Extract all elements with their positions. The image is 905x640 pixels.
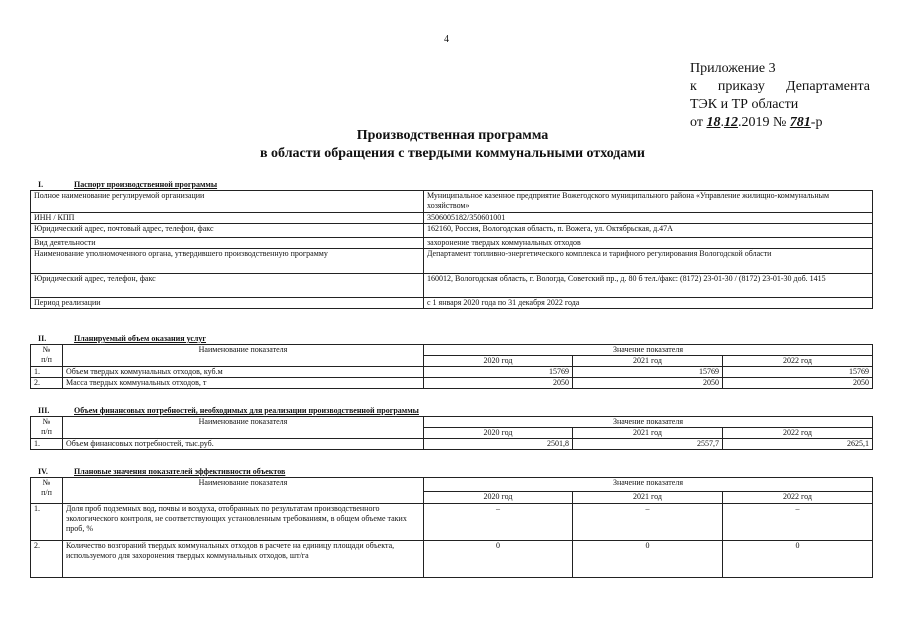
date-prefix: от <box>690 115 703 130</box>
section-3-title: Объем финансовых потребностей, необходимых для реализации производственной программы <box>74 406 419 415</box>
section-3-number: III. <box>38 406 50 415</box>
value-2022: 2050 <box>723 378 873 389</box>
section-2-heading <box>32 334 206 343</box>
section-3-heading <box>32 406 419 415</box>
header-year-2020: 2020 год <box>424 428 573 439</box>
order-number: 781 <box>789 115 811 130</box>
date-year: .2019 № <box>737 115 787 130</box>
value-2020: – <box>424 504 573 541</box>
passport-value: захоронение твердых коммунальных отходов <box>424 238 873 249</box>
row-name: Количество возгораний твердых коммунальных отходов в расчете на единицу площади объекта, используемого для захоронения твердых коммунальных отходов, шт/га <box>63 541 424 578</box>
table-header-row <box>31 478 873 492</box>
row-number: 1. <box>31 439 63 450</box>
table-row <box>31 298 873 309</box>
passport-value: Департамент топливно-энергетического комплекса и тарифного регулирования Вологодской области <box>424 249 873 274</box>
header-year-2020: 2020 год <box>424 492 573 504</box>
value-2022: – <box>723 504 873 541</box>
value-2020: 0 <box>424 541 573 578</box>
passport-label: ИНН / КПП <box>31 213 424 224</box>
passport-value: 162160, Россия, Вологодская область, п. Вожега, ул. Октябрьская, д.47А <box>424 224 873 238</box>
header-number <box>31 417 63 439</box>
page-number: 4 <box>444 34 449 45</box>
header-number <box>31 478 63 504</box>
header-value: Значение показателя <box>424 478 873 492</box>
document-title: Производственная программа <box>356 128 549 143</box>
section-2-title: Планируемый объем оказания услуг <box>74 334 207 343</box>
header-number <box>31 345 63 367</box>
passport-label: Вид деятельности <box>31 238 424 249</box>
table-header-row <box>31 417 873 428</box>
table-row <box>31 274 873 298</box>
row-name: Доля проб подземных вод, почвы и воздуха, отобранных по результатам производственного экологического контроля, не соответствующих установленным требованиям, в общем объеме таких проб, % <box>63 504 424 541</box>
header-no: № <box>42 478 51 487</box>
row-name: Объем финансовых потребностей, тыс.руб. <box>63 439 424 450</box>
finance-table <box>30 416 873 450</box>
passport-value: 160012, Вологодская область, г. Вологда, Советский пр., д. 80 б тел./факс: (8172) 23-01-30 / (8172) 23-01-30 доб. 1415 <box>424 274 873 298</box>
passport-value: с 1 января 2020 года по 31 декабря 2022 года <box>424 298 873 309</box>
appendix-line-3: ТЭК и ТР области <box>690 97 799 112</box>
table-row <box>31 213 873 224</box>
appendix-block <box>690 60 870 132</box>
value-2022: 0 <box>723 541 873 578</box>
value-2021: 0 <box>573 541 723 578</box>
value-2022: 2625,1 <box>723 439 873 450</box>
section-1-title: Паспорт производственной программы <box>74 180 218 189</box>
row-name: Масса твердых коммунальных отходов, т <box>63 378 424 389</box>
header-year-2022: 2022 год <box>723 492 873 504</box>
table-row <box>31 541 873 578</box>
appendix-word-order: приказу <box>717 79 765 94</box>
order-suffix: -р <box>810 115 823 130</box>
passport-label: Полное наименование регулируемой организации <box>31 191 424 213</box>
table-row <box>31 504 873 541</box>
header-year-2022: 2022 год <box>723 356 873 367</box>
passport-value: Муниципальное казенное предприятие Вожегодского муниципального района «Управление жилищно-коммунальным хозяйством» <box>424 191 873 213</box>
date-month: 12 <box>723 115 738 130</box>
header-no: № <box>42 417 51 426</box>
passport-value: 3506005182/350601001 <box>424 213 873 224</box>
section-4-title: Плановые значения показателей эффективности объектов <box>74 467 286 476</box>
table-row <box>31 378 873 389</box>
value-2021: 2557,7 <box>573 439 723 450</box>
table-row <box>31 367 873 378</box>
row-name: Объем твердых коммунальных отходов, куб.м <box>63 367 424 378</box>
header-no: № <box>42 345 51 354</box>
table-row <box>31 439 873 450</box>
services-table <box>30 344 873 389</box>
header-year-2021: 2021 год <box>573 428 723 439</box>
passport-label: Юридический адрес, почтовый адрес, телефон, факс <box>31 224 424 238</box>
header-year-2022: 2022 год <box>723 428 873 439</box>
efficiency-table <box>30 477 873 578</box>
value-2020: 2501,8 <box>424 439 573 450</box>
section-4-number: IV. <box>38 467 48 476</box>
appendix-line-1: Приложение 3 <box>690 61 776 76</box>
value-2021: 2050 <box>573 378 723 389</box>
table-row <box>31 224 873 238</box>
header-year-2021: 2021 год <box>573 356 723 367</box>
appendix-line-2 <box>690 78 870 96</box>
header-year-2020: 2020 год <box>424 356 573 367</box>
header-pp: п/п <box>41 355 52 364</box>
passport-label: Наименование уполномоченного органа, утвердившего производственную программу <box>31 249 424 274</box>
value-2020: 15769 <box>424 367 573 378</box>
passport-table <box>30 190 873 309</box>
row-number: 2. <box>31 378 63 389</box>
table-row <box>31 238 873 249</box>
section-4-heading <box>32 467 285 476</box>
appendix-word-department: Департамента <box>785 79 870 94</box>
value-2021: – <box>573 504 723 541</box>
row-number: 1. <box>31 504 63 541</box>
value-2020: 2050 <box>424 378 573 389</box>
document-subtitle: в области обращения с твердыми коммунальными отходами <box>259 146 645 161</box>
section-2-number: II. <box>38 334 47 343</box>
date-sep: . <box>720 115 724 130</box>
passport-label: Юридический адрес, телефон, факс <box>31 274 424 298</box>
row-number: 1. <box>31 367 63 378</box>
table-row <box>31 191 873 213</box>
header-pp: п/п <box>41 488 52 497</box>
table-header-row <box>31 345 873 356</box>
section-1-number: I. <box>38 180 44 189</box>
passport-label: Период реализации <box>31 298 424 309</box>
header-name: Наименование показателя <box>63 345 424 367</box>
header-pp: п/п <box>41 427 52 436</box>
section-1-heading <box>32 180 217 189</box>
header-value: Значение показателя <box>424 417 873 428</box>
row-number: 2. <box>31 541 63 578</box>
header-name: Наименование показателя <box>63 478 424 504</box>
header-value: Значение показателя <box>424 345 873 356</box>
date-day: 18 <box>706 115 721 130</box>
header-year-2021: 2021 год <box>573 492 723 504</box>
value-2022: 15769 <box>723 367 873 378</box>
value-2021: 15769 <box>573 367 723 378</box>
header-name: Наименование показателя <box>63 417 424 439</box>
table-row <box>31 249 873 274</box>
appendix-word-k: к <box>690 79 697 94</box>
